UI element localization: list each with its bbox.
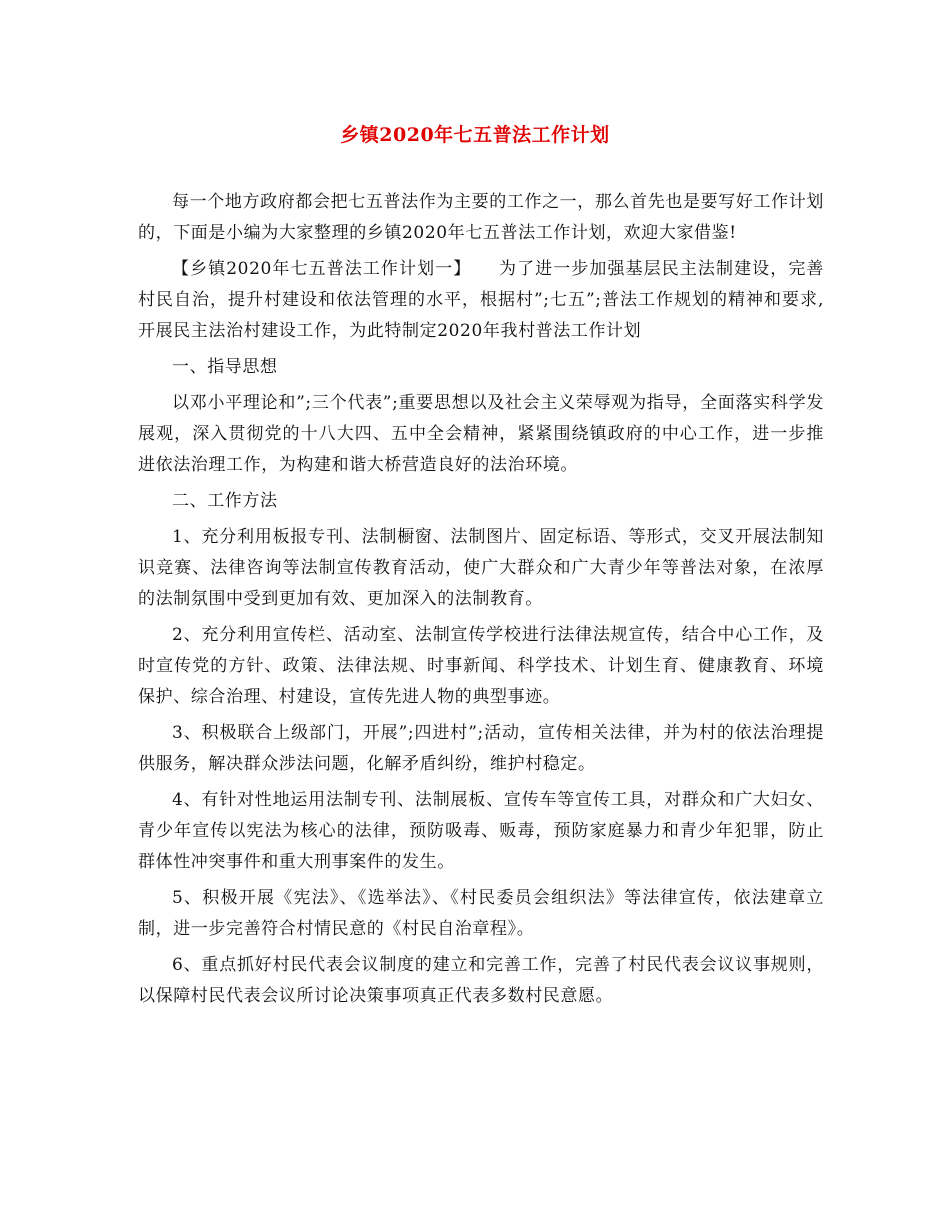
method-item-4: 4、有针对性地运用法制专刊、法制展板、宣传车等宣传工具，对群众和广大妇女、青少年宣传以宪法为核心的法律，预防吸毒、贩毒，预防家庭暴力和青少年犯罪，防止群体性冲突事件和重大刑事案件的发生。 [138, 790, 824, 872]
method-item-3: 3、积极联合上级部门，开展”;四进村”;活动，宣传相关法律，并为村的依法治理提供服务，解决群众涉法问题，化解矛盾纠纷，维护村稳定。 [138, 723, 824, 774]
document-body [138, 187, 824, 1017]
plan-one-paragraph: 【乡镇2020年七五普法工作计划一】 为了进一步加强基层民主法制建设，完善村民自治，提升村建设和依法管理的水平，根据村”;七五”;普法工作规划的精神和要求,开展民主法治村建设工作，为此特制定2020年我村普法工作计划 [138, 259, 824, 341]
section-heading-work-methods: 二、工作方法 [172, 491, 278, 511]
method-item-1: 1、充分利用板报专刊、法制橱窗、法制图片、固定标语、等形式，交叉开展法制知识竞赛、法律咨询等法制宣传教育活动，使广大群众和广大青少年等普法对象，在浓厚的法制氛围中受到更加有效、更加深入的法制教育。 [138, 527, 824, 609]
intro-paragraph: 每一个地方政府都会把七五普法作为主要的工作之一，那么首先也是要写好工作计划的，下面是小编为大家整理的乡镇2020年七五普法工作计划，欢迎大家借鉴! [138, 192, 824, 243]
method-item-2: 2、充分利用宣传栏、活动室、法制宣传学校进行法律法规宣传，结合中心工作，及时宣传党的方针、政策、法律法规、时事新闻、科学技术、计划生育、健康教育、环境保护、综合治理、村建设，宣传先进人物的典型事迹。 [138, 625, 824, 707]
method-item-5: 5、积极开展《宪法》、《选举法》、《村民委员会组织法》等法律宣传，依法建章立制，进一步完善符合村情民意的《村民自治章程》。 [138, 888, 824, 939]
section-heading-guiding-ideology: 一、指导思想 [172, 357, 278, 377]
method-item-6: 6、重点抓好村民代表会议制度的建立和完善工作，完善了村民代表会议议事规则，以保障村民代表会议所讨论决策事项真正代表多数村民意愿。 [138, 955, 824, 1006]
guiding-ideology-paragraph: 以邓小平理论和”;三个代表”;重要思想以及社会主义荣辱观为指导，全面落实科学发展观，深入贯彻党的十八大四、五中全会精神，紧紧围绕镇政府的中心工作，进一步推进依法治理工作，为构建和谐大桥营造良好的法治环境。 [138, 393, 824, 475]
document-title: 乡镇2020年七五普法工作计划 [340, 124, 610, 146]
